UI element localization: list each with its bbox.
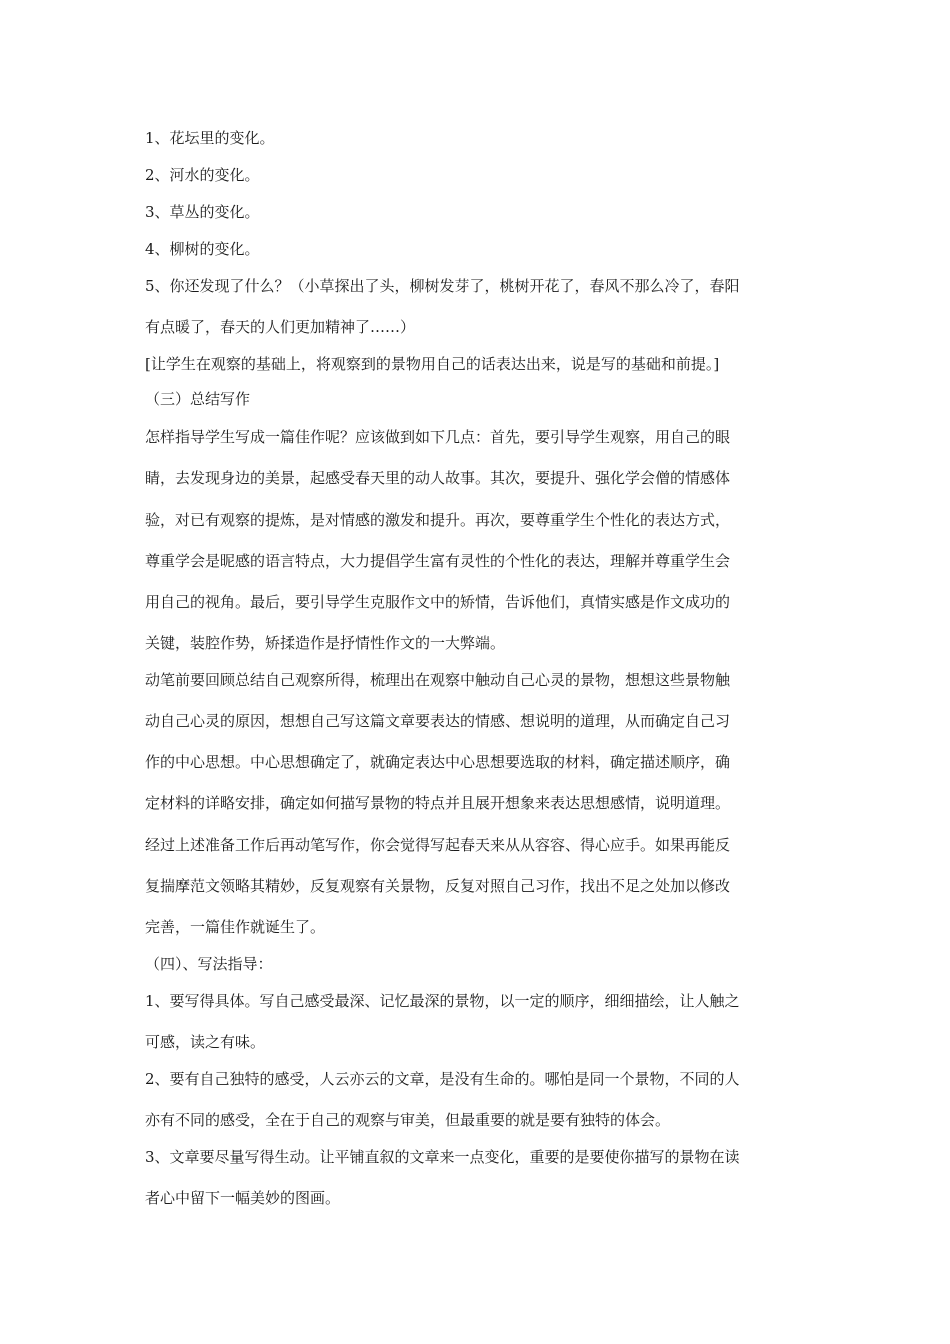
- text-line: [让学生在观察的基础上，将观察到的景物用自己的话表达出来，说是写的基础和前提。]: [145, 355, 720, 373]
- text-line: 用自己的视角。最后，要引导学生克服作文中的矫情，告诉他们，真情实感是作文成功的: [145, 593, 731, 611]
- text-line: 动自己心灵的原因，想想自己写这篇文章要表达的情感、想说明的道理，从而确定自己习: [145, 712, 731, 730]
- text-line: 尊重学会是昵感的语言特点，大力提倡学生富有灵性的个性化的表达，理解并尊重学生会: [145, 552, 731, 570]
- section-heading: （四）、写法指导：: [145, 955, 273, 973]
- list-item: 5、你还发现了什么？（小草探出了头，柳树发芽了，桃树开花了，春风不那么冷了，春阳: [145, 277, 740, 295]
- text-line: 验，对已有观察的提炼，是对情感的激发和提升。再次，要尊重学生个性化的表达方式，: [145, 511, 731, 529]
- text-line: 复揣摩范文领略其精妙，反复观察有关景物，反复对照自己习作，找出不足之处加以修改: [145, 877, 731, 895]
- section-heading: （三）总结写作: [145, 390, 251, 408]
- list-item: 2、河水的变化。: [145, 166, 260, 184]
- text-line: 可感，读之有味。: [145, 1033, 266, 1051]
- text-line: 睛，去发现身边的美景，起感受春天里的动人故事。其次，要提升、强化学会僧的情感体: [145, 469, 731, 487]
- list-item: 2、要有自己独特的感受，人云亦云的文章，是没有生命的。哪怕是同一个景物，不同的人: [145, 1070, 740, 1088]
- list-item: 1、花坛里的变化。: [145, 129, 275, 147]
- text-line: 有点暖了，春天的人们更加精神了……）: [145, 318, 416, 336]
- text-line: 定材料的详略安排，确定如何描写景物的特点并且展开想象来表达思想感情，说明道理。: [145, 794, 731, 812]
- list-item: 3、文章要尽量写得生动。让平铺直叙的文章来一点变化，重要的是要使你描写的景物在读: [145, 1148, 740, 1166]
- list-item: 1、要写得具体。写自己感受最深、记忆最深的景物，以一定的顺序，细细描绘，让人触之: [145, 992, 740, 1010]
- list-item: 4、柳树的变化。: [145, 240, 260, 258]
- text-line: 亦有不同的感受，全在于自己的观察与审美，但最重要的就是要有独特的体会。: [145, 1111, 671, 1129]
- text-line: 作的中心思想。中心思想确定了，就确定表达中心思想要选取的材料，确定描述顺序，确: [145, 753, 731, 771]
- text-line: 动笔前要回顾总结自己观察所得，梳理出在观察中触动自己心灵的景物，想想这些景物触: [145, 671, 731, 689]
- text-line: 经过上述准备工作后再动笔写作，你会觉得写起春天来从从容容、得心应手。如果再能反: [145, 836, 731, 854]
- text-line: 者心中留下一幅美妙的图画。: [145, 1189, 341, 1207]
- text-line: 怎样指导学生写成一篇佳作呢？应该做到如下几点：首先，要引导学生观察，用自己的眼: [145, 428, 731, 446]
- text-line: 完善，一篇佳作就诞生了。: [145, 918, 326, 936]
- text-line: 关键，装腔作势，矫揉造作是抒情性作文的一大弊端。: [145, 634, 506, 652]
- list-item: 3、草丛的变化。: [145, 203, 260, 221]
